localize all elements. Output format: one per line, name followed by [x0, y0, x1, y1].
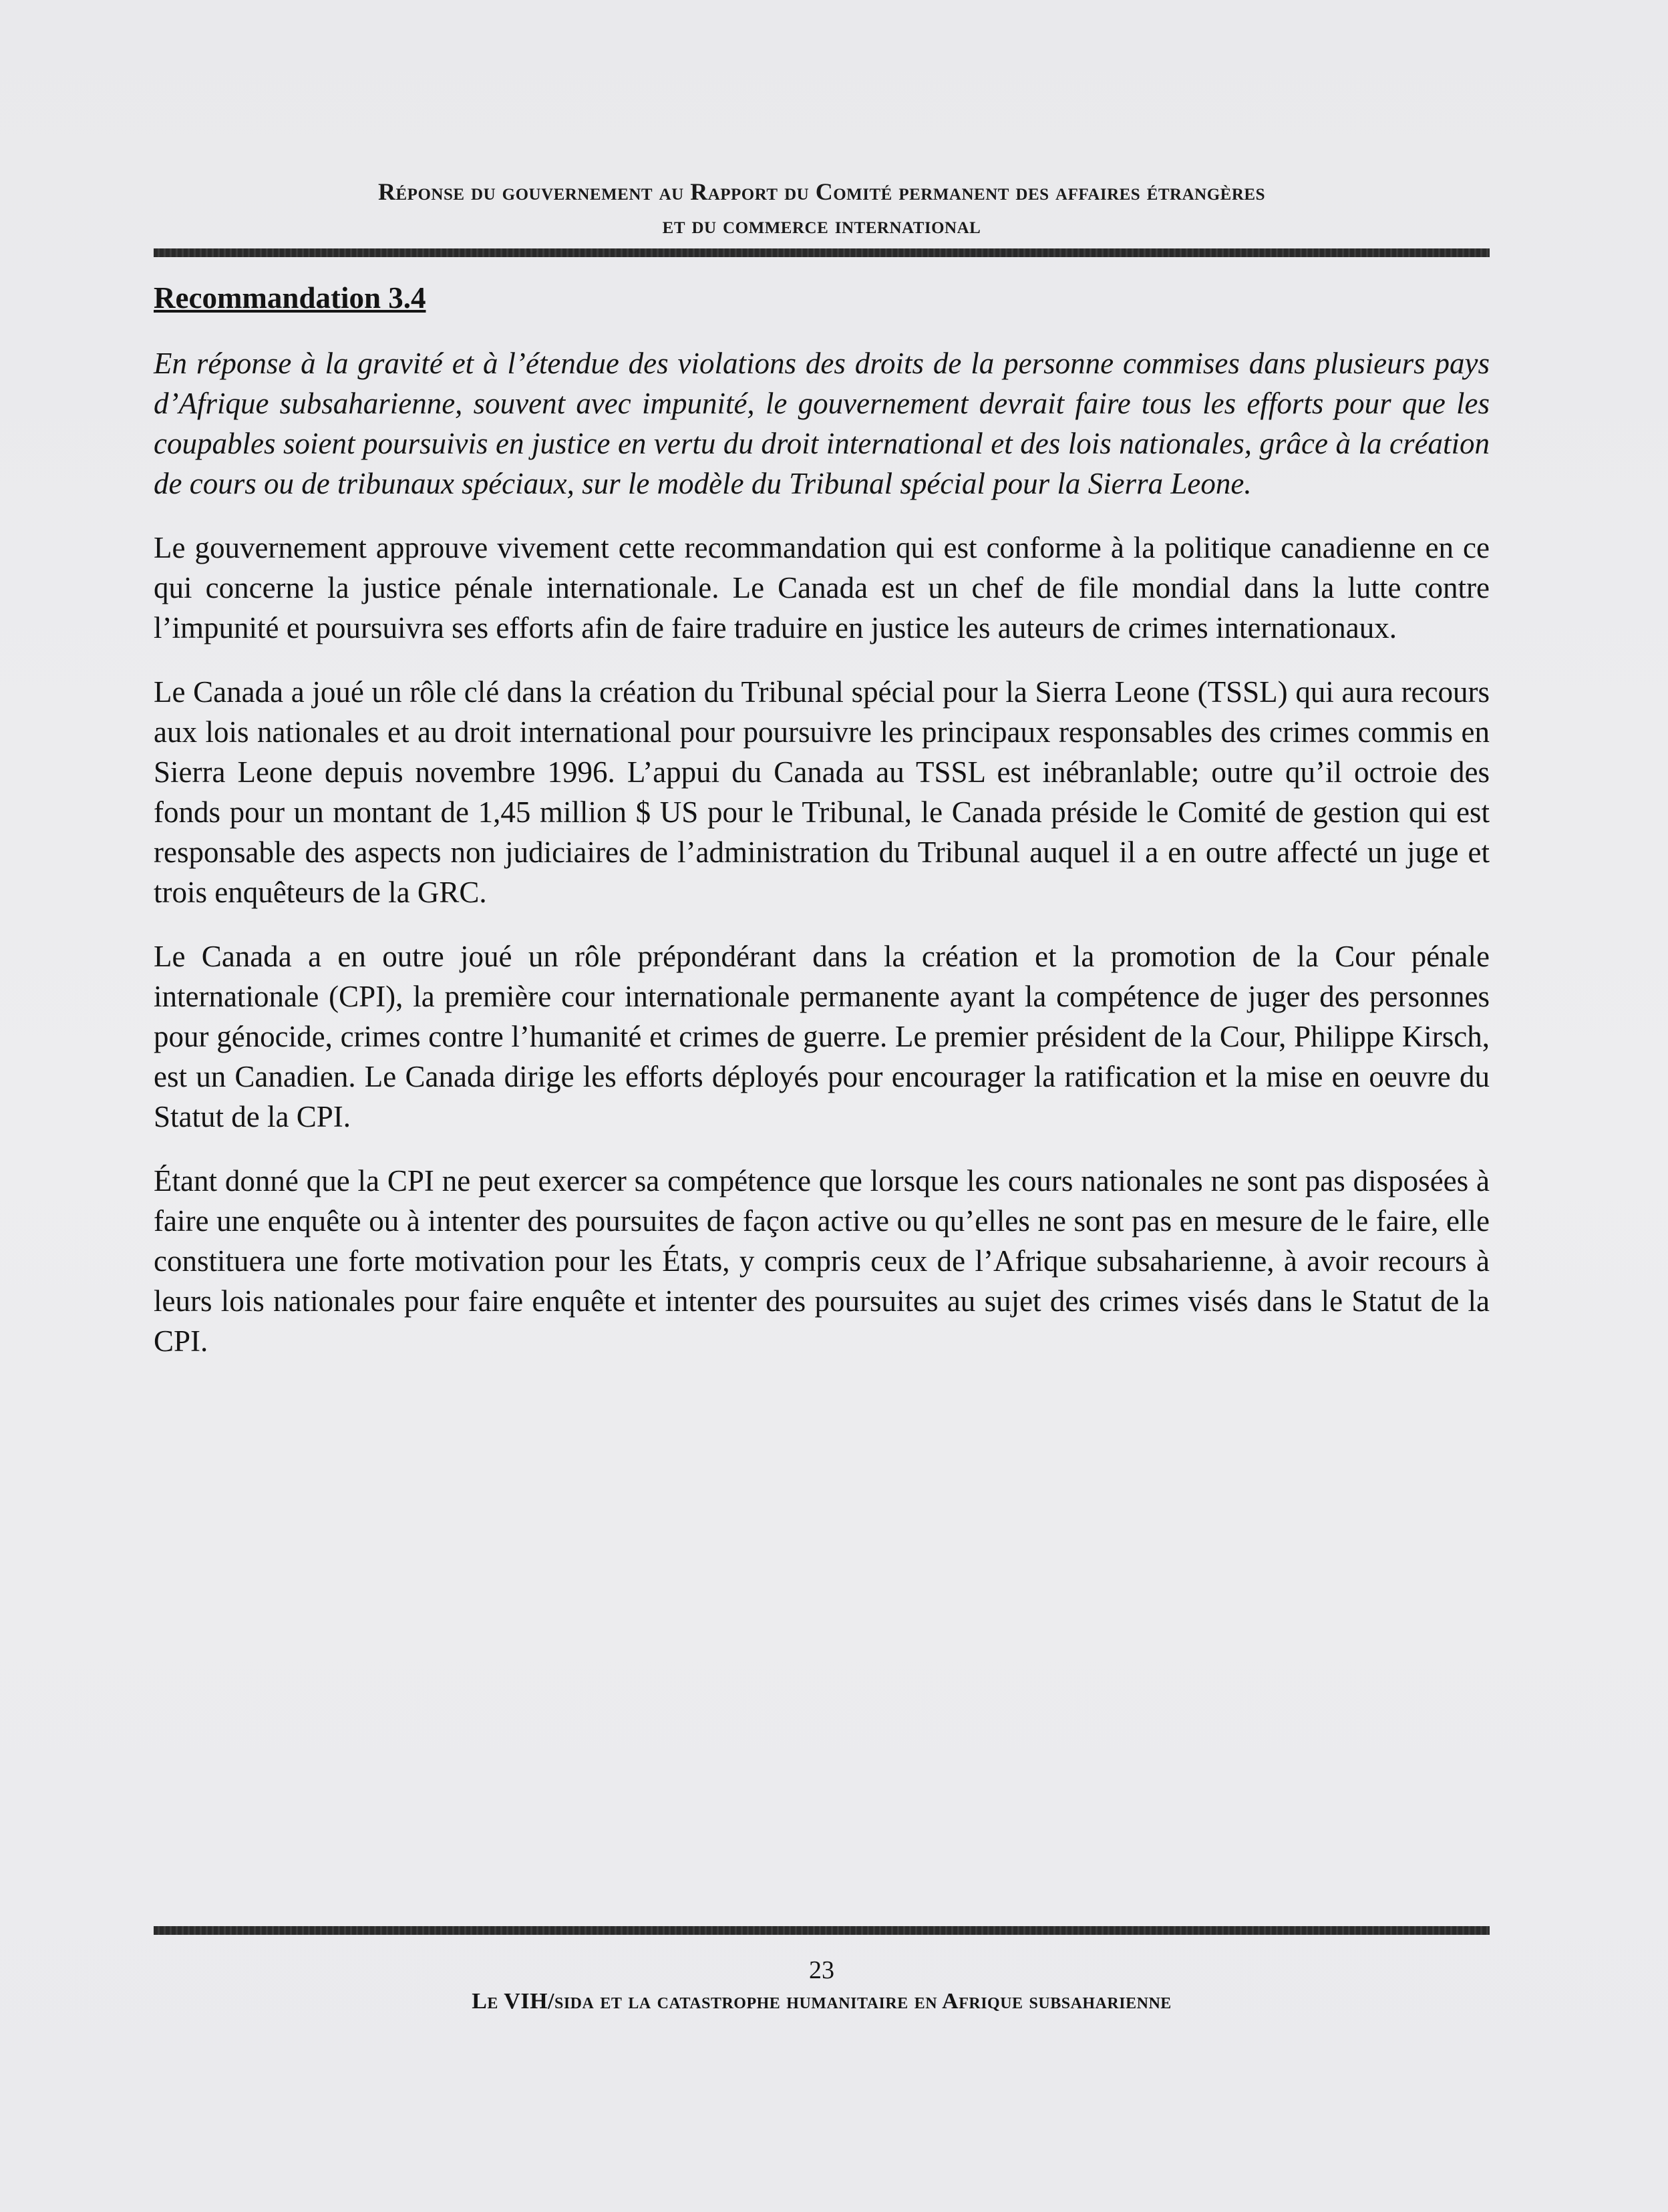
header-line-1: Réponse du gouvernement au Rapport du Comité permanent des affaires étrangères: [378, 178, 1265, 205]
running-footer: Le VIH/sida et la catastrophe humanitaire en Afrique subsaharienne: [472, 1989, 1172, 2014]
page-number: 23: [809, 1956, 834, 1984]
recommendation-heading: Recommandation 3.4: [154, 281, 426, 315]
response-paragraph-3: Le Canada a en outre joué un rôle prépondérant dans la création et la promotion de la Cour pénale internationale (CPI), la première cour internationale permanente ayant la compétence de juger des personnes pour génocide, crimes contre l’humanité et crimes de guerre. Le premier président de la Cour, Philippe Kirsch, est un Canadien. Le Canada dirige les efforts déployés pour encourager la ratification et la mise en oeuvre du Statut de la CPI.: [154, 940, 1490, 1133]
response-paragraph-1: Le gouvernement approuve vivement cette recommandation qui est conforme à la politique canadienne en ce qui concerne la justice pénale internationale. Le Canada est un chef de file mondial dans la lutte contre l’impunité et poursuivra ses efforts afin de faire traduire en justice les auteurs de crimes internationaux.: [154, 531, 1490, 644]
recommendation-text: En réponse à la gravité et à l’étendue des violations des droits de la personne commises dans plusieurs pays d’Afrique subsaharienne, souvent avec impunité, le gouvernement devrait faire tous les efforts pour que les coupables soient poursuivis en justice en vertu du droit international et des lois nationales, grâce à la création de cours ou de tribunaux spéciaux, sur le modèle du Tribunal spécial pour la Sierra Leone.: [154, 347, 1490, 500]
response-paragraph-2: Le Canada a joué un rôle clé dans la création du Tribunal spécial pour la Sierra Leone (TSSL) qui aura recours aux lois nationales et au droit international pour poursuivre les principaux responsables des crimes commis en Sierra Leone depuis novembre 1996. L’appui du Canada au TSSL est inébranlable; outre qu’il octroie des fonds pour un montant de 1,45 million $ US pour le Tribunal, le Canada préside le Comité de gestion qui est responsable des aspects non judiciaires de l’administration du Tribunal auquel il a en outre affecté un juge et trois enquêteurs de la GRC.: [154, 675, 1490, 909]
footer-rule: [154, 1926, 1490, 1935]
header-rule: [154, 248, 1490, 257]
running-header: [154, 175, 1490, 242]
header-line-2: et du commerce international: [662, 212, 981, 238]
page-body: [154, 278, 1490, 1385]
response-paragraph-4: Étant donné que la CPI ne peut exercer sa compétence que lorsque les cours nationales ne sont pas disposées à faire une enquête ou à intenter des poursuites de façon active ou qu’elles ne sont pas en mesure de le faire, elle constituera une forte motivation pour les États, y compris ceux de l’Afrique subsaharienne, à avoir recours à leurs lois nationales pour faire enquête et intenter des poursuites au sujet des crimes visés dans le Statut de la CPI.: [154, 1164, 1490, 1358]
